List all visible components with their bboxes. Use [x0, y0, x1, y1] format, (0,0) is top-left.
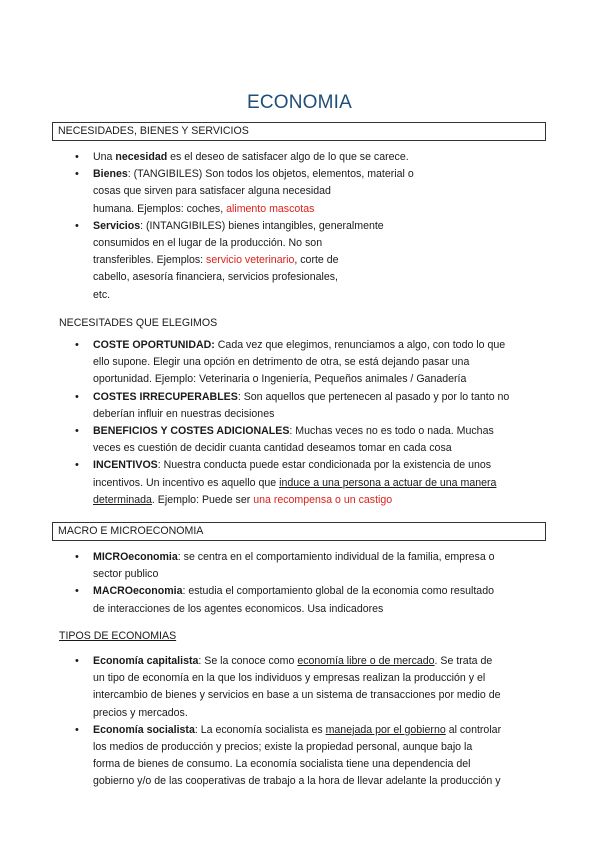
list-item-beneficios: • BENEFICIOS Y COSTES ADICIONALES: Muchas veces no es todo o nada. Muchas veces es cuestión de decidir cuanta cantidad deseamos tomar en cada cosa	[72, 423, 509, 457]
list-elegimos	[72, 337, 509, 509]
list-macro-micro	[72, 549, 495, 618]
section-heading-elegimos: NECESITADES QUE ELEGIMOS	[59, 317, 218, 329]
list-item-capitalista: • Economía capitalista: Se la conoce como economía libre o de mercado. Se trata de un tipo de economía en la que los individuos y empresas realizan la producción y el intercambio de bienes y servicios en base a un sistema de transacciones por medio de precios y mercados.	[72, 653, 501, 722]
highlight-servicio-veterinario: servicio veterinario	[206, 254, 295, 267]
list-item-costes-irrecuperables: • COSTES IRRECUPERABLES: Son aquellos que pertenecen al pasado y por lo tanto no deberían influir en nuestras decisiones	[72, 389, 509, 423]
list-item-microeconomia: • MICROeconomia: se centra en el comportamiento individual de la familia, empresa o sector publico	[72, 549, 495, 583]
list-item-coste-oportunidad: • COSTE OPORTUNIDAD: Cada vez que elegimos, renunciamos a algo, con todo lo que ello supone. Elegir una opción en detrimento de otra, se está dejando pasar una oportunidad. Ejemplo: Veterinaria o Ingeniería, Pequeños animales / Ganadería	[72, 337, 509, 389]
list-item-macroeconomia: • MACROeconomia: estudia el comportamiento global de la economia como resultado de interacciones de los agentes economicos. Usa indicadores	[72, 583, 495, 617]
list-item-socialista: • Economía socialista: La economía socialista es manejada por el gobierno al controlar los medios de producción y precios; existe la propiedad personal, aunque bajo la forma de bienes de consumo. La economía socialista tiene una dependencia del gobierno y/o de las cooperativas de trabajo a la hora de llevar adelante la producción y	[72, 722, 501, 791]
section-heading-necesidades: NECESIDADES, BIENES Y SERVICIOS	[52, 122, 546, 141]
section-heading-tipos: TIPOS DE ECONOMIAS	[59, 630, 177, 642]
list-item-bienes: • Bienes: (TANGIBILES) Son todos los objetos, elementos, material o cosas que sirven para satisfacer alguna necesidad humana. Ejemplos: coches, alimento mascotas	[72, 166, 414, 218]
list-necesidades	[72, 149, 414, 304]
page-title: ECONOMIA	[246, 92, 353, 113]
section-heading-macro-micro: MACRO E MICROECONOMIA	[52, 522, 546, 541]
highlight-recompensa: una recompensa o un castigo	[253, 493, 393, 506]
list-item-incentivos: • INCENTIVOS: Nuestra conducta puede estar condicionada por la existencia de unos incentivos. Un incentivo es aquello que induce a una persona a actuar de una manera determinada. Ejemplo: Puede ser una recompensa o un castigo	[72, 457, 509, 509]
list-item-necesidad: • Una necesidad es el deseo de satisfacer algo de lo que se carece.	[72, 149, 414, 166]
list-item-servicios: • Servicios: (INTANGIBILES) bienes intangibles, generalmente consumidos en el lugar de la producción. No son transferibles. Ejemplos: servicio veterinario, corte de cabello, asesoría financiera, servicios profesionales, etc.	[72, 218, 414, 304]
list-tipos	[72, 653, 501, 791]
highlight-alimento-mascotas: alimento mascotas	[226, 202, 315, 215]
